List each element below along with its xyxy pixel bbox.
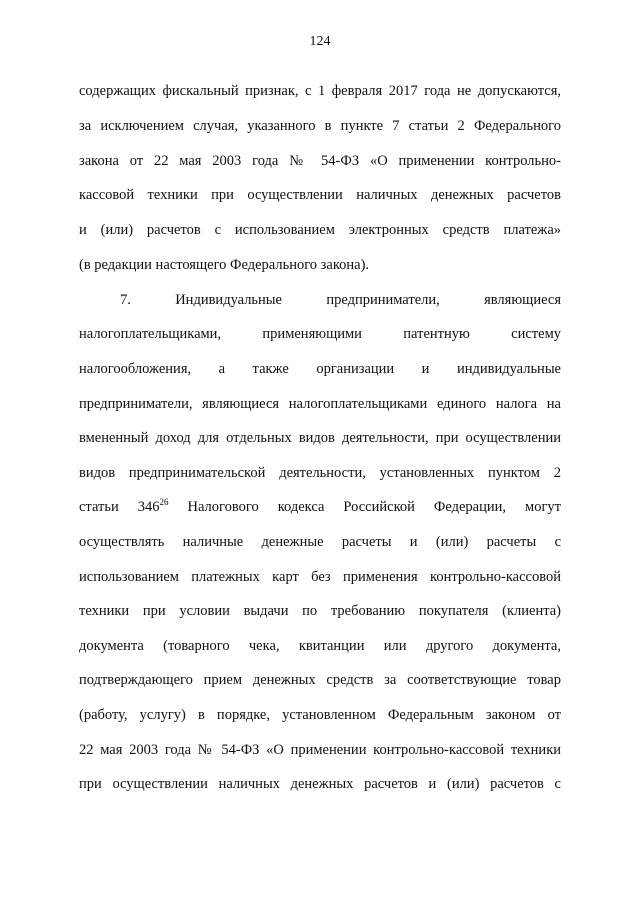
text-line: осуществлять наличные денежные расчеты и (или) расчеты с xyxy=(79,534,561,550)
text-line: (в редакции настоящего Федерального закона). xyxy=(79,257,370,273)
text-line: 22 мая 2003 года № 54-ФЗ «О применении контрольно-кассовой техники xyxy=(79,742,561,758)
text-line: техники при условии выдачи по требованию покупателя (клиента) xyxy=(79,603,561,619)
text-line: документа (товарного чека, квитанции или другого документа, xyxy=(79,638,561,654)
text-line: за исключением случая, указанного в пункте 7 статьи 2 Федерального xyxy=(79,118,561,134)
text-line: кассовой техники при осуществлении наличных денежных расчетов xyxy=(79,187,561,203)
paragraph-start-line: 7. Индивидуальные предприниматели, являющиеся xyxy=(120,292,561,308)
text-fragment: статьи 346 xyxy=(79,499,160,515)
text-line: вмененный доход для отдельных видов деятельности, при осуществлении xyxy=(79,430,561,446)
page-number: 124 xyxy=(309,34,331,49)
text-fragment: Налогового кодекса Российской Федерации, могут xyxy=(168,499,561,515)
text-line-with-superscript xyxy=(79,498,561,516)
text-line: при осуществлении наличных денежных расчетов и (или) расчетов с xyxy=(79,776,561,792)
superscript: 26 xyxy=(159,497,169,507)
text-line: налогоплательщиками, применяющими патентную систему xyxy=(79,326,561,342)
text-line: (работу, услугу) в порядке, установленном Федеральным законом от xyxy=(79,707,561,723)
text-line: видов предпринимательской деятельности, установленных пунктом 2 xyxy=(79,465,561,481)
text-line: содержащих фискальный признак, с 1 февраля 2017 года не допускаются, xyxy=(79,83,561,99)
text-line: закона от 22 мая 2003 года № 54-ФЗ «О применении контрольно- xyxy=(79,153,561,169)
text-line: использованием платежных карт без применения контрольно-кассовой xyxy=(79,569,561,585)
text-line: и (или) расчетов с использованием электронных средств платежа» xyxy=(79,222,561,238)
text-line: предприниматели, являющиеся налогоплательщиками единого налога на xyxy=(79,396,561,412)
text-line: подтверждающего прием денежных средств за соответствующие товар xyxy=(79,672,561,688)
text-line: налогообложения, а также организации и индивидуальные xyxy=(79,361,561,377)
